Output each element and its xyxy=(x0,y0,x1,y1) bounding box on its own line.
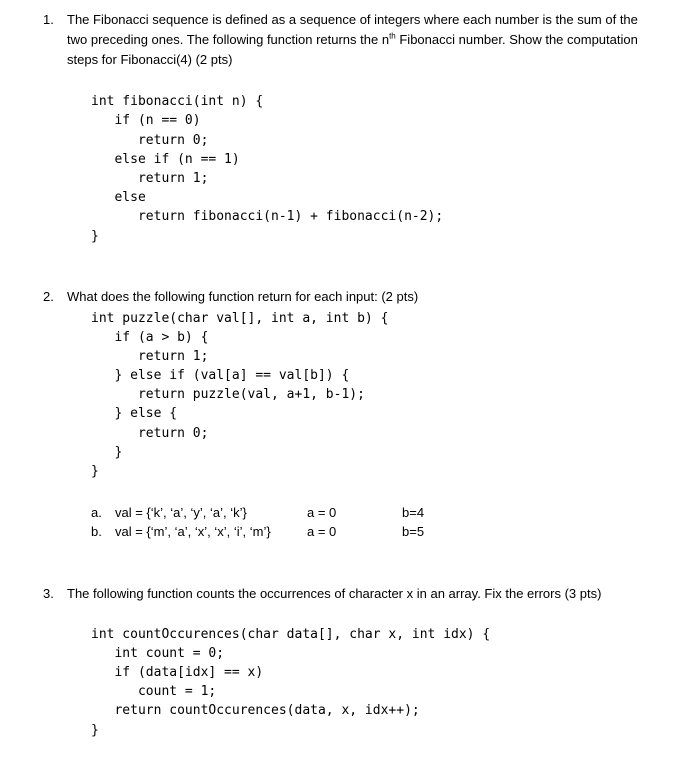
q1-code-line: if (n == 0) xyxy=(91,113,201,128)
q3-code-line: if (data[idx] == x) xyxy=(91,665,264,680)
q3-code-line: int countOccurences(char data[], char x, int idx) { xyxy=(91,627,491,642)
q2-code-line: return puzzle(val, a+1, b-1); xyxy=(91,387,365,402)
q2-code-line: } xyxy=(91,445,123,460)
q3-text: The following function counts the occurrences of character x in an array. Fix the errors (3 pts) xyxy=(67,586,602,601)
q1-code-line: else if (n == 1) xyxy=(91,152,240,167)
q2-code-line: if (a > b) { xyxy=(91,330,209,345)
q2-code-line: return 1; xyxy=(91,349,209,364)
q2-code-line: } else { xyxy=(91,406,178,421)
q1-code-line: } xyxy=(91,229,99,244)
q2-input-val: val = {‘k’, ‘a’, ‘y’, ‘a’, ‘k’} xyxy=(115,505,247,520)
q3-code-line: int count = 0; xyxy=(91,646,225,661)
q2-code-line: int puzzle(char val[], int a, int b) { xyxy=(91,311,389,326)
q1-code-line: int fibonacci(int n) { xyxy=(91,94,264,109)
q1-code-line: return fibonacci(n-1) + fibonacci(n-2); xyxy=(91,209,444,224)
q2-input-label: b. xyxy=(91,524,102,539)
q1-text-superscript: th xyxy=(389,31,396,41)
q2-code-line: return 0; xyxy=(91,426,209,441)
q2-input-label: a. xyxy=(91,505,102,520)
q2-code-line: } xyxy=(91,464,99,479)
q2-input-b: b=4 xyxy=(402,505,425,520)
q2-number: 2. xyxy=(43,289,54,304)
q1-number: 1. xyxy=(43,12,54,27)
q3-code-line: count = 1; xyxy=(91,684,217,699)
q1-text-part2: Fibonacci number. Show the computation steps for Fibonacci(4) (2 pts) xyxy=(67,32,638,67)
q1-text-part1: The Fibonacci sequence is defined as a sequence of integers where each number is the sum of the two preceding ones. The following function returns the n xyxy=(67,12,638,47)
q2-input-a: a = 0 xyxy=(307,505,337,520)
q2-input-val: val = {‘m’, ‘a’, ‘x’, ‘x’, ‘i’, ‘m’} xyxy=(115,524,271,539)
q2-input-b: b=5 xyxy=(402,524,425,539)
q1-code-line: return 0; xyxy=(91,133,209,148)
q1-text xyxy=(67,10,657,70)
q2-input-a: a = 0 xyxy=(307,524,337,539)
q3-code-line: return countOccurences(data, x, idx++); xyxy=(91,703,420,718)
q2-text: What does the following function return for each input: (2 pts) xyxy=(67,289,419,304)
q1-code-line: else xyxy=(91,190,146,205)
q3-code-line: } xyxy=(91,723,99,738)
q2-code-line: } else if (val[a] == val[b]) { xyxy=(91,368,350,383)
q3-number: 3. xyxy=(43,586,54,601)
q1-code-line: return 1; xyxy=(91,171,209,186)
